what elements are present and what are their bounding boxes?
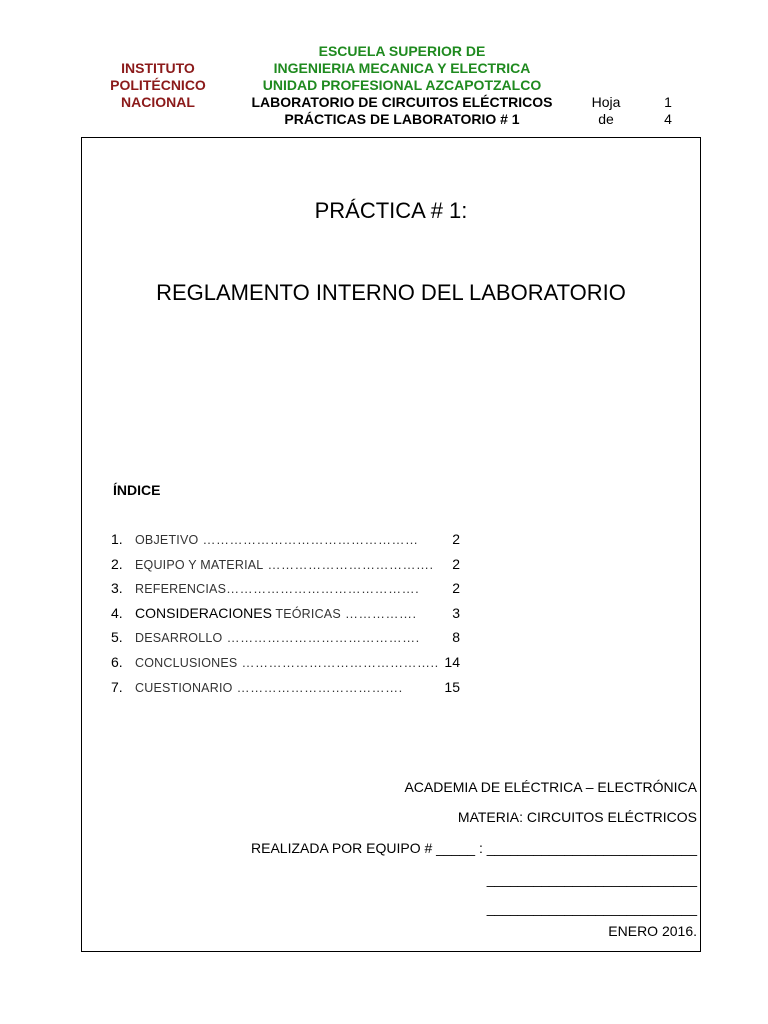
- practice-header-title: PRÁCTICAS DE LABORATORIO # 1: [284, 111, 520, 127]
- index-item-page: 2: [452, 555, 460, 572]
- index-item-page: 3: [452, 604, 460, 621]
- index-item-number: 1.: [111, 531, 123, 547]
- index-item-label: OBJETIVO: [135, 533, 199, 547]
- index-item-number: 4.: [111, 604, 123, 621]
- index-list: [111, 531, 471, 703]
- index-item-label-primary: CONSIDERACIONES: [135, 604, 272, 621]
- index-item: [111, 654, 471, 679]
- signature-line-1: ___________________________: [486, 871, 697, 887]
- of-label: de: [598, 111, 614, 127]
- lab-title: LABORATORIO DE CIRCUITOS ELÉCTRICOS: [251, 94, 553, 110]
- index-item-page: 2: [452, 580, 460, 597]
- index-item: [111, 556, 471, 581]
- signature-line-2: ___________________________: [486, 900, 697, 916]
- practice-subtitle: REGLAMENTO INTERNO DEL LABORATORIO: [156, 280, 626, 305]
- index-item-label: REFERENCIAS: [135, 582, 227, 597]
- index-item: [111, 605, 471, 630]
- subject-name: MATERIA: CIRCUITOS ELÉCTRICOS: [457, 809, 697, 825]
- index-item-dots: ……………………………….: [263, 556, 434, 572]
- index-heading: ÍNDICE: [113, 482, 161, 498]
- index-item-page: 14: [444, 653, 460, 670]
- index-item-label: EQUIPO Y MATERIAL: [135, 557, 264, 572]
- index-item-dots: ……………………………………..: [237, 654, 439, 670]
- academy-name: ACADEMIA DE ELÉCTRICA – ELECTRÓNICA: [404, 779, 697, 795]
- cover-frame: [81, 137, 701, 952]
- index-item-number: 2.: [111, 555, 123, 572]
- index-item: [111, 629, 471, 654]
- header-center: [232, 43, 572, 128]
- school-line-2: INGENIERIA MECANICA Y ELECTRICA: [273, 60, 531, 76]
- sheet-label: Hoja: [591, 94, 621, 110]
- index-item: [111, 580, 471, 605]
- institute-line-3: NACIONAL: [121, 94, 195, 110]
- index-item-number: 7.: [111, 678, 123, 695]
- practice-title: PRÁCTICA # 1:: [314, 198, 468, 223]
- index-item-page: 2: [452, 531, 460, 547]
- index-item-number: 6.: [111, 653, 123, 670]
- index-item: [111, 679, 471, 704]
- sheet-counter: [588, 94, 678, 128]
- index-item-label: CUESTIONARIO: [135, 680, 233, 695]
- document-date: ENERO 2016.: [608, 923, 697, 939]
- school-line-1: ESCUELA SUPERIOR DE: [318, 43, 486, 59]
- total-sheets: 4: [664, 111, 672, 127]
- school-line-3: UNIDAD PROFESIONAL AZCAPOTZALCO: [262, 77, 542, 93]
- institute-line-2: POLITÉCNICO: [110, 77, 206, 93]
- institute-line-1: INSTITUTO: [121, 60, 195, 76]
- index-item-label-secondary: TEÓRICAS: [271, 606, 341, 621]
- index-item-page: 8: [452, 629, 460, 646]
- index-item-page: 15: [444, 678, 460, 695]
- index-item-label: DESARROLLO: [135, 631, 223, 646]
- index-item-dots: …………….: [340, 605, 417, 621]
- index-item-dots: …………………………………………: [198, 532, 419, 547]
- index-item-label: CONCLUSIONES: [135, 655, 238, 670]
- index-item-dots: …………………………………….: [226, 581, 420, 597]
- index-item-number: 3.: [111, 580, 123, 597]
- index-item-dots: …………………………………….: [222, 630, 420, 646]
- index-item: [111, 531, 471, 556]
- index-item-number: 5.: [111, 629, 123, 646]
- index-item-dots: ……………………………….: [232, 679, 403, 695]
- team-line: REALIZADA POR EQUIPO # _____ : ___________________________: [251, 840, 697, 856]
- institute-name: [98, 60, 218, 111]
- sheet-number: 1: [664, 94, 672, 110]
